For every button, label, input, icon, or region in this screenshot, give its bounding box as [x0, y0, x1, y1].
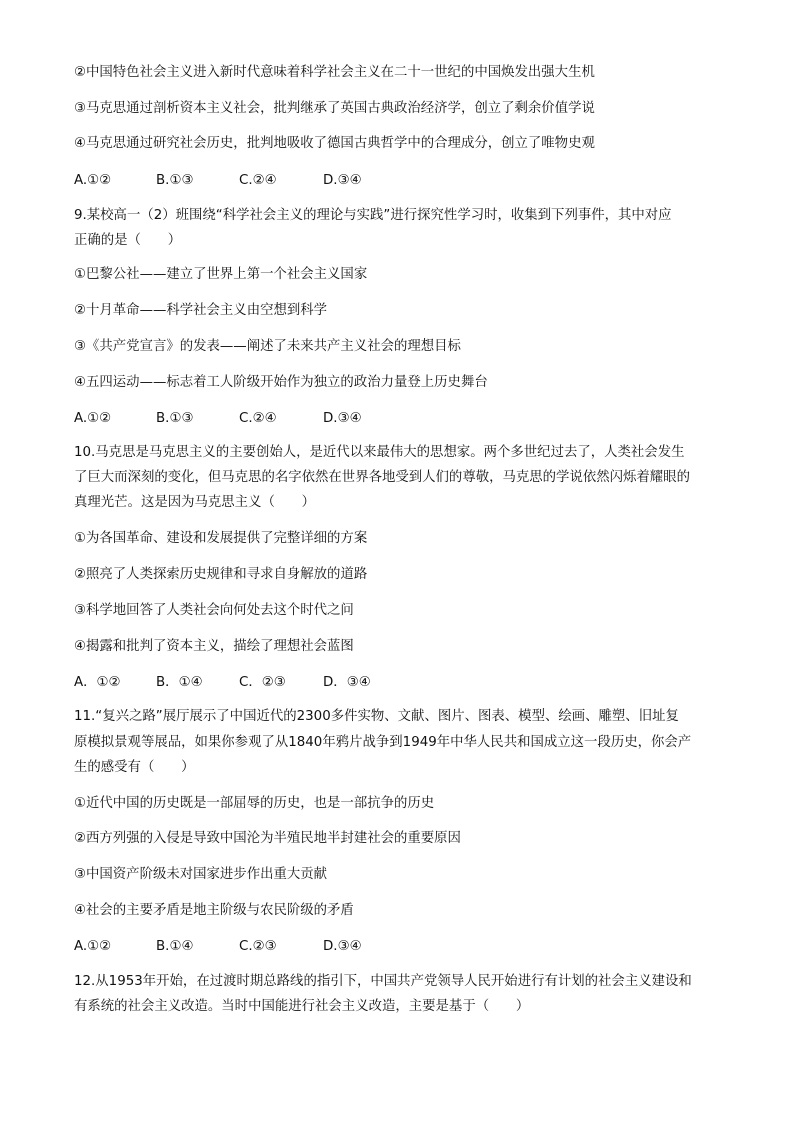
q9-stem-line-1: 9.某校高一（2）班围绕“科学社会主义的理论与实践”进行探究性学习时，收集到下列事件，其中对应 — [74, 208, 672, 223]
q8-statement-2: ②中国特色社会主义进入新时代意味着科学社会主义在二十一世纪的中国焕发出强大生机 — [74, 65, 595, 80]
q9-statement-3: ③《共产党宣言》的发表——阐述了未来共产主义社会的理想目标 — [74, 339, 461, 354]
option-c: C.②③ — [239, 939, 277, 954]
q11-stem-line-2: 原模拟景观等展品，如果你参观了从1840年鸦片战争到1949年中华人民共和国成立这一段历史，你会产 — [74, 735, 692, 750]
option-b: B.①③ — [156, 173, 194, 188]
option-c: C．②③ — [239, 675, 286, 690]
option-c: C.②④ — [239, 173, 277, 188]
q8-statement-4: ④马克思通过研究社会历史，批判地吸收了德国古典哲学中的合理成分，创立了唯物史观 — [74, 136, 595, 151]
q9-stem-line-2: 正确的是（ ） — [74, 233, 182, 248]
q8-statement-3: ③马克思通过剖析资本主义社会，批判继承了英国古典政治经济学，创立了剩余价值学说 — [74, 101, 595, 116]
q10-stem-line-2: 了巨大而深刻的变化，但马克思的名字依然在世界各地受到人们的尊敬，马克思的学说依然闪烁着耀眼的 — [74, 470, 690, 485]
q9-statement-4: ④五四运动——标志着工人阶级开始作为独立的政治力量登上历史舞台 — [74, 375, 488, 390]
q11-statement-4: ④社会的主要矛盾是地主阶级与农民阶级的矛盾 — [74, 903, 354, 918]
q10-statement-1: ①为各国革命、建设和发展提供了完整详细的方案 — [74, 531, 368, 546]
q11-statement-1: ①近代中国的历史既是一部屈辱的历史，也是一部抗争的历史 — [74, 796, 435, 811]
q12-stem-line-2: 有系统的社会主义改造。当时中国能进行社会主义改造，主要是基于（ ） — [74, 999, 530, 1014]
q10-stem-line-1: 10.马克思是马克思主义的主要创始人，是近代以来最伟大的思想家。两个多世纪过去了，人类社会发生 — [74, 445, 685, 460]
q9-statement-1: ①巴黎公社——建立了世界上第一个社会主义国家 — [74, 267, 368, 282]
q10-statement-2: ②照亮了人类探索历史规律和寻求自身解放的道路 — [74, 567, 368, 582]
option-d: D.③④ — [323, 173, 362, 188]
option-a: A.①② — [74, 939, 112, 954]
option-d: D.③④ — [323, 939, 362, 954]
q11-stem-line-3: 生的感受有（ ） — [74, 760, 195, 775]
q11-statement-2: ②西方列强的入侵是导致中国沦为半殖民地半封建社会的重要原因 — [74, 831, 461, 846]
option-b: B.①④ — [156, 939, 194, 954]
q9-statement-2: ②十月革命——科学社会主义由空想到科学 — [74, 303, 328, 318]
option-b: B.①③ — [156, 411, 194, 426]
q10-statement-3: ③科学地回答了人类社会向何处去这个时代之问 — [74, 603, 354, 618]
option-a: A.①② — [74, 173, 112, 188]
option-d: D．③④ — [323, 675, 371, 690]
q11-statement-3: ③中国资产阶级未对国家进步作出重大贡献 — [74, 867, 328, 882]
option-c: C.②④ — [239, 411, 277, 426]
option-a: A.①② — [74, 411, 112, 426]
q12-stem-line-1: 12.从1953年开始，在过渡时期总路线的指引下，中国共产党领导人民开始进行有计划的社会主义建设和 — [74, 974, 692, 989]
option-b: B．①④ — [156, 675, 203, 690]
option-d: D.③④ — [323, 411, 362, 426]
q10-stem-line-3: 真理光芒。这是因为马克思主义（ ） — [74, 495, 316, 510]
q10-statement-4: ④揭露和批判了资本主义，描绘了理想社会蓝图 — [74, 639, 354, 654]
option-a: A．①② — [74, 675, 121, 690]
q11-stem-line-1: 11.“复兴之路”展厅展示了中国近代的2300多件实物、文献、图片、图表、模型、绘画、雕塑、旧址复 — [74, 709, 679, 724]
